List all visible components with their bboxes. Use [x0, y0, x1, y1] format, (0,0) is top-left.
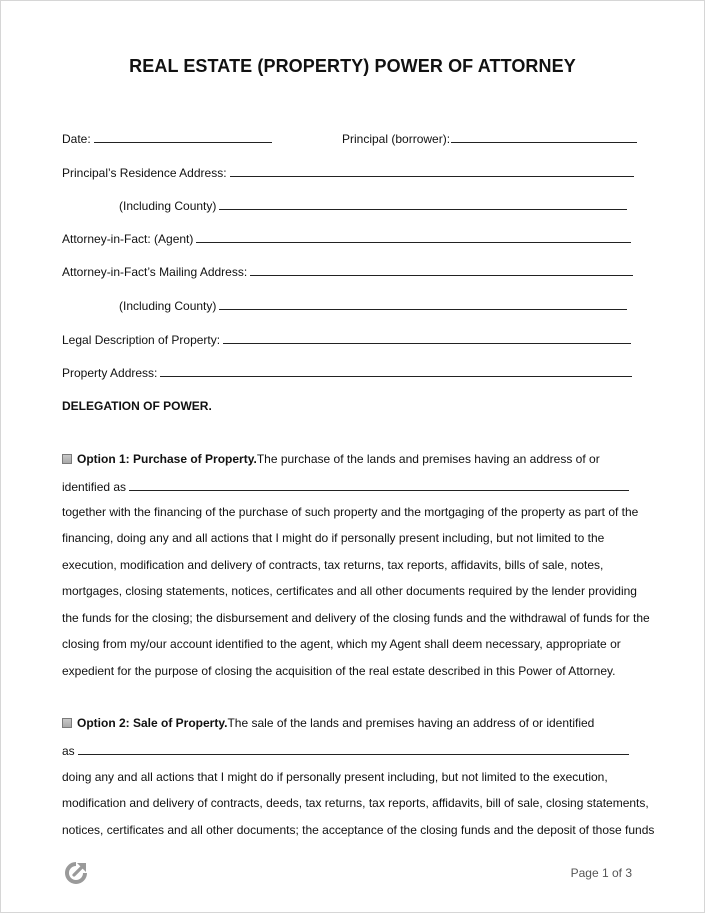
option2-checkbox[interactable]	[62, 718, 72, 728]
option1-text-line: closing from my/our account identified to the agent, which my Agent shall deem necessary, appropriate or	[62, 637, 621, 651]
agent-input-line[interactable]	[196, 231, 631, 243]
option2-label: Option 2: Sale of Property.	[77, 716, 228, 730]
county-label-2: (Including County)	[119, 299, 217, 313]
date-label: Date:	[62, 132, 91, 146]
principal-input-line[interactable]	[451, 131, 637, 143]
option1-row	[62, 452, 600, 466]
option2-text-line: modification and delivery of contracts, deeds, tax returns, tax reports, affidavits, bill of sale, closing statements,	[62, 796, 649, 810]
option2-text-line: doing any and all actions that I might do if personally present including, but not limited to the execution,	[62, 770, 608, 784]
property-address-label: Property Address:	[62, 366, 158, 380]
agent-mailing-label: Attorney-in-Fact’s Mailing Address:	[62, 265, 248, 279]
residence-input-line[interactable]	[230, 165, 634, 177]
option2-as-input-line[interactable]	[78, 743, 629, 755]
section-heading: DELEGATION OF POWER.	[62, 399, 212, 413]
agent-mailing-input-line[interactable]	[250, 264, 633, 276]
document-title: REAL ESTATE (PROPERTY) POWER OF ATTORNEY	[129, 56, 576, 76]
option2-text-line: notices, certificates and all other documents; the acceptance of the closing funds and the deposit of those funds	[62, 823, 655, 837]
legal-desc-input-line[interactable]	[223, 332, 631, 344]
option1-text-line: execution, modification and delivery of contracts, tax returns, tax reports, affidavits, bills of sale, notes,	[62, 558, 604, 572]
agent-label: Attorney-in-Fact: (Agent)	[62, 232, 194, 246]
county-field-row-1	[119, 198, 627, 213]
document-arrow-logo-icon	[64, 860, 88, 886]
option2-as-row	[62, 743, 629, 758]
option1-text-line: financing, doing any and all actions that I might do if personally present including, but not limited to the	[62, 531, 605, 545]
county-input-line-1[interactable]	[219, 198, 627, 210]
option1-text-line: together with the financing of the purchase of such property and the mortgaging of the property as part of the	[62, 505, 639, 519]
option1-checkbox[interactable]	[62, 454, 72, 464]
option1-lead-text: The purchase of the lands and premises having an address of or	[256, 452, 600, 466]
option1-text-line: mortgages, closing statements, notices, certificates and all other documents required by the lender providing	[62, 584, 637, 598]
agent-field-row	[62, 231, 631, 246]
principal-field-row	[342, 131, 637, 146]
option2-lead-text: The sale of the lands and premises having an address of or identified	[227, 716, 595, 730]
page-number: Page 1 of 3	[570, 866, 632, 880]
principal-label: Principal (borrower):	[342, 132, 451, 146]
legal-desc-field-row	[62, 332, 631, 347]
date-input-line[interactable]	[94, 131, 272, 143]
option1-identified-label: identified as	[62, 480, 127, 494]
legal-desc-label: Legal Description of Property:	[62, 333, 221, 347]
residence-label: Principal’s Residence Address:	[62, 166, 227, 180]
county-label-1: (Including County)	[119, 199, 217, 213]
county-input-line-2[interactable]	[219, 298, 627, 310]
option1-text-line: expedient for the purpose of closing the acquisition of the real estate described in this Power of Attorney.	[62, 664, 616, 678]
option1-identified-input-line[interactable]	[129, 479, 629, 491]
county-field-row-2	[119, 298, 627, 313]
option2-row	[62, 716, 594, 730]
property-address-input-line[interactable]	[160, 365, 632, 377]
property-address-field-row	[62, 365, 632, 380]
option1-text-line: the funds for the closing; the disbursement and delivery of the closing funds and the withdrawal of funds for the	[62, 611, 650, 625]
agent-mailing-field-row	[62, 264, 633, 279]
option1-identified-row	[62, 479, 629, 494]
residence-field-row	[62, 165, 634, 180]
option2-as-label: as	[62, 744, 75, 758]
date-field-row	[62, 131, 272, 146]
option1-label: Option 1: Purchase of Property.	[77, 452, 257, 466]
